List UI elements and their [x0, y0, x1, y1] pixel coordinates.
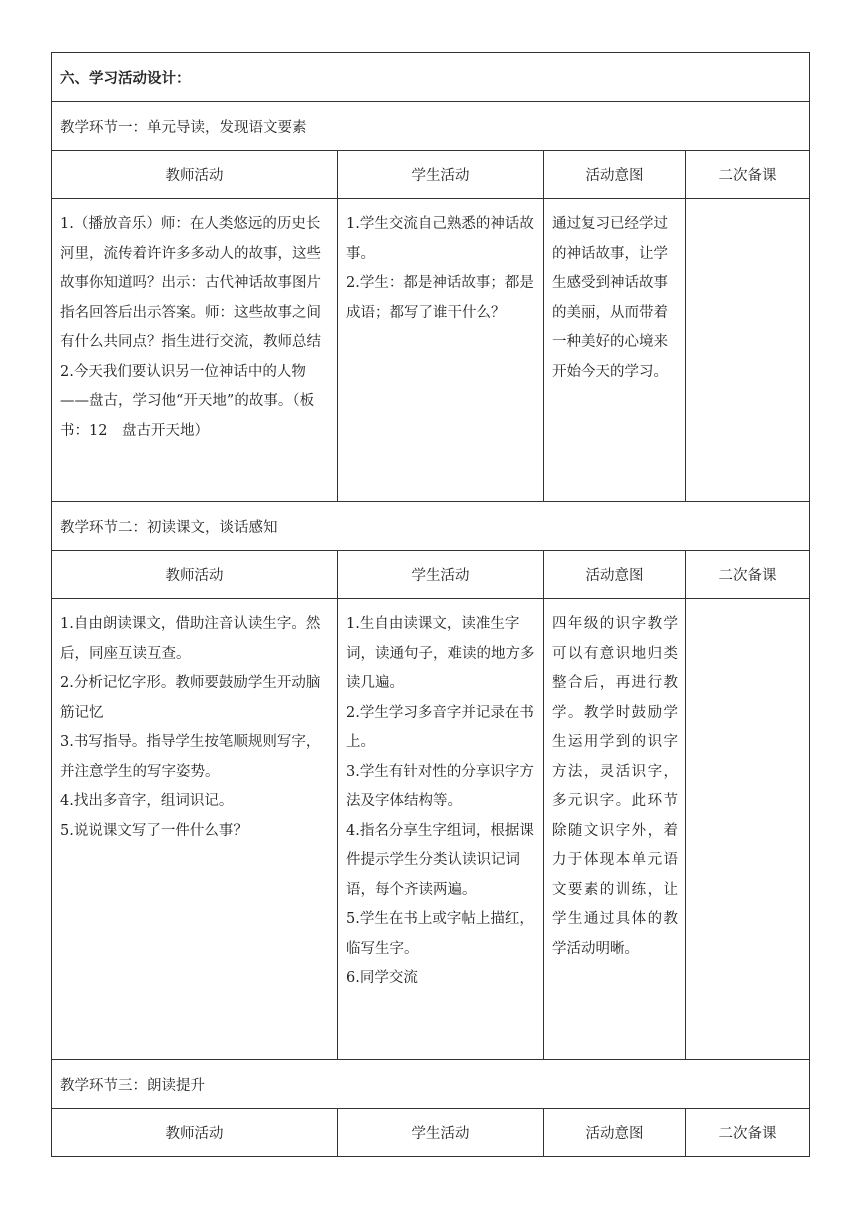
column-header-row [52, 551, 810, 599]
student-activity-item: 4.指名分享生字组词，根据课件提示学生分类认读识记词语，每个齐读两遍。 [346, 822, 534, 898]
header-student-activity: 学生活动 [338, 1109, 544, 1157]
teacher-activity-item: 5.说说课文写了一件什么事？ [60, 822, 248, 839]
header-student-activity: 学生活动 [338, 551, 544, 599]
teacher-activity-cell [52, 599, 338, 1060]
student-activity-item: 1.生自由读课文，读准生字词，读通句子，难读的地方多读几遍。 [346, 616, 535, 691]
second-prep-cell [686, 599, 810, 1060]
student-activity-item: 2.学生：都是神话故事；都是成语；都写了谁干什么？ [346, 275, 534, 321]
header-second-prep: 二次备课 [686, 1109, 810, 1157]
section-title: 六、学习活动设计： [52, 53, 810, 102]
activity-intent-cell [544, 199, 686, 502]
student-activity-item: 2.学生学习多音字并记录在书上。 [346, 704, 534, 750]
activity-intent-cell [544, 599, 686, 1060]
student-activity-cell [338, 599, 544, 1060]
teacher-activity-item: 2.分析记忆字形。教师要鼓励学生开动脑筋记忆 [60, 675, 321, 721]
header-second-prep: 二次备课 [686, 151, 810, 199]
header-activity-intent: 活动意图 [544, 551, 686, 599]
activity-design-table [51, 52, 810, 1157]
activity-intent-text: 通过复习已经学过的神话故事，让学生感受到神话故事的美丽，从而带着一种美好的心境来开始今天的学习。 [552, 216, 668, 380]
column-header-row [52, 151, 810, 199]
header-activity-intent: 活动意图 [544, 1109, 686, 1157]
table-row [52, 599, 810, 1060]
header-teacher-activity: 教师活动 [52, 151, 338, 199]
student-activity-cell [338, 199, 544, 502]
header-student-activity: 学生活动 [338, 151, 544, 199]
activity-intent-text: 四年级的识字教学可以有意识地归类整合后，再进行教学。教学时鼓励学生运用学到的识字方法，灵活识字，多元识字。此环节除随文识字外，着力于体现本单元语文要素的训练，让学生通过具体的教学活动明晰。 [552, 616, 678, 957]
header-second-prep: 二次备课 [686, 551, 810, 599]
header-teacher-activity: 教师活动 [52, 551, 338, 599]
student-activity-item: 3.学生有针对性的分享识字方法及字体结构等。 [346, 763, 534, 809]
stage-title: 教学环节一：单元导读，发现语文要素 [52, 102, 810, 151]
teacher-activity-item: 2.今天我们要认识另一位神话中的人物——盘古，学习他“开天地”的故事。（板书：12 盘古开天地） [60, 363, 315, 439]
teacher-activity-item: 1.自由朗读课文，借助注音认读生字。然后，同座互读互查。 [60, 616, 321, 662]
column-header-row [52, 1109, 810, 1157]
header-teacher-activity: 教师活动 [52, 1109, 338, 1157]
teacher-activity-item: 3.书写指导。指导学生按笔顺规则写字，并注意学生的写字姿势。 [60, 734, 321, 780]
stage-title: 教学环节二：初读课文，谈话感知 [52, 502, 810, 551]
header-activity-intent: 活动意图 [544, 151, 686, 199]
teacher-activity-item: 1.（播放音乐）师：在人类悠远的历史长河里，流传着许许多多动人的故事，这些故事你知道吗？出示：古代神话故事图片指名回答后出示答案。师：这些故事之间有什么共同点？指生进行交流，教师总结 [60, 216, 321, 350]
second-prep-cell [686, 199, 810, 502]
student-activity-item: 5.学生在书上或字帖上描红，临写生字。 [346, 911, 534, 957]
teacher-activity-cell [52, 199, 338, 502]
teacher-activity-item: 4.找出多音字，组词识记。 [60, 793, 234, 809]
table-row [52, 199, 810, 502]
student-activity-item: 1.学生交流自己熟悉的神话故事。 [346, 216, 534, 262]
stage-title: 教学环节三：朗读提升 [52, 1060, 810, 1109]
student-activity-item: 6.同学交流 [346, 970, 418, 986]
